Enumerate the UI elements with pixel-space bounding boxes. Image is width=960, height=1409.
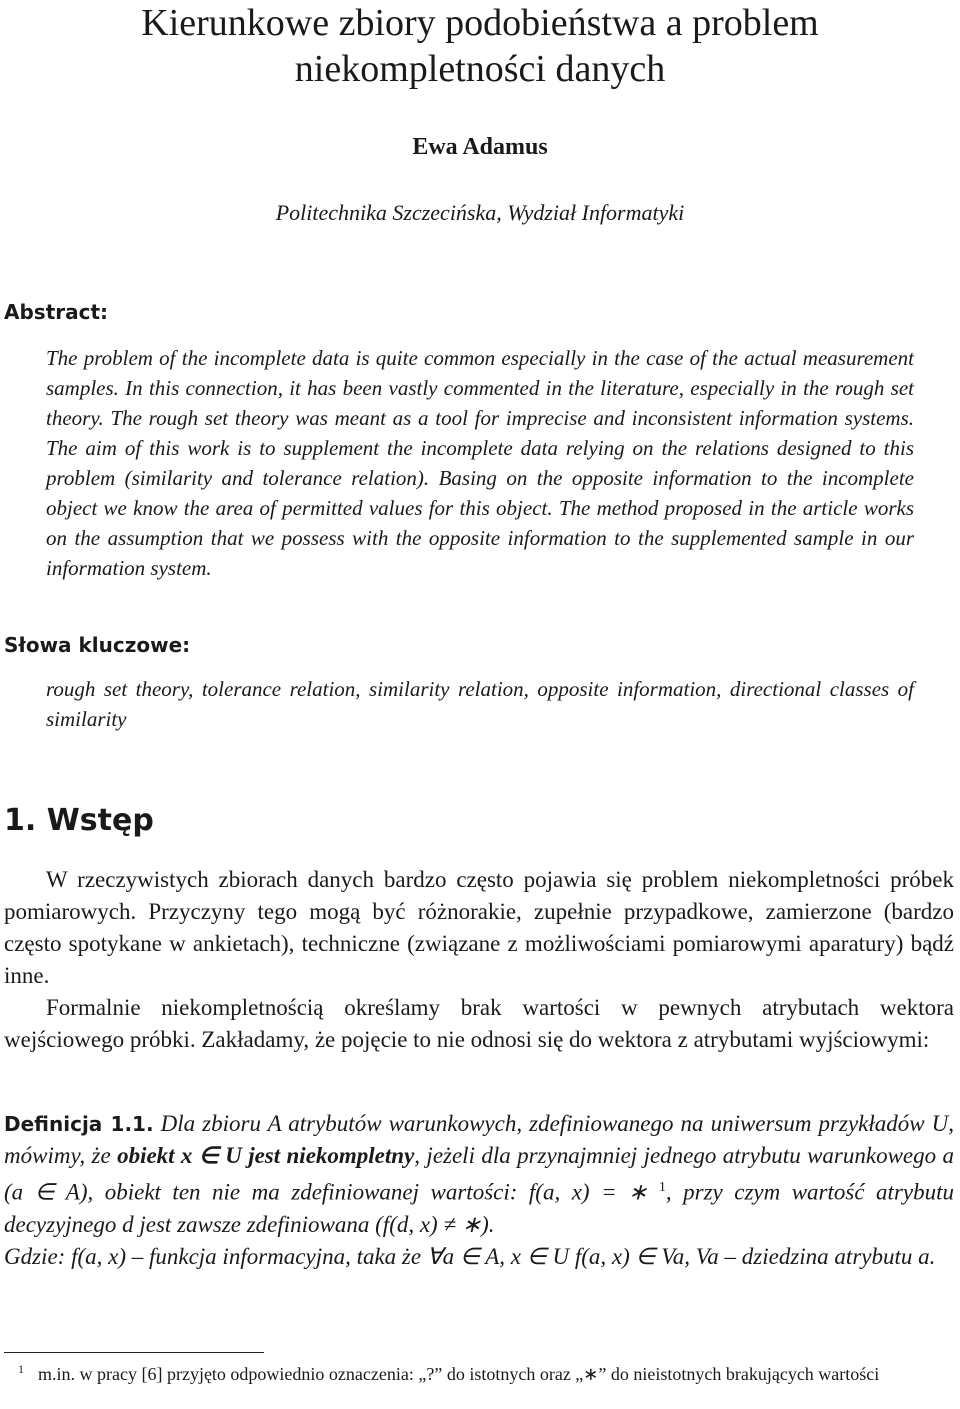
intro-paragraph-2-text: Formalnie niekompletnością określamy brak wartości w pewnych atrybutach wektora wejściowego próbki. Zakładamy, że pojęcie to nie odnosi się do wektora z atrybutami wyjściowymi: [4, 995, 954, 1052]
keywords-text: rough set theory, tolerance relation, similarity relation, opposite information, directional classes of similarity [46, 677, 914, 731]
definition-text-part-1: Dla zbioru A atrybutów warunkowych, zdefiniowanego na uniwersum przykładów U, mówimy, że [4, 1111, 955, 1168]
section-heading-introduction: 1. Wstęp [4, 803, 154, 838]
author-affiliation: Politechnika Szczecińska, Wydział Informatyki [275, 200, 685, 225]
definition-text-part-2: , jeżeli dla przynajmniej jednego atrybutu warunkowego a (a ∈ A), obiekt ten nie ma zdefiniowanej wartości: f(a, x) = ∗ [4, 1143, 955, 1205]
footnote-text: m.in. w pracy [6] przyjęto odpowiednio oznaczenia: „?” do istotnych oraz „∗” do nieistotnych brakujących wartości [38, 1364, 880, 1384]
definition-text-part-3: , przy czym wartość atrybutu decyzyjnego d jest zawsze zdefiniowana (f(d, x) ≠ ∗). [4, 1179, 954, 1237]
footnote [4, 1356, 954, 1387]
keywords-heading: Słowa kluczowe: [4, 633, 191, 657]
intro-paragraph-1 [4, 864, 954, 992]
footnote-separator [4, 1352, 264, 1353]
abstract-heading: Abstract: [4, 300, 109, 324]
definition-block [4, 1108, 954, 1273]
paper-title-line-1: Kierunkowe zbiory podobieństwa a problem [141, 2, 819, 44]
intro-paragraph-1-text: W rzeczywistych zbiorach danych bardzo często pojawia się problem niekompletności próbek pomiarowych. Przyczyny tego mogą być różnorakie, zupełnie przypadkowe, zamierzone (bardzo często spotykane w ankietach), techniczne (związane z możliwościami pomiarowymi aparatury) bądź inne. [4, 867, 954, 988]
definition-label: Definicja 1.1. [4, 1112, 154, 1136]
definition-emphasis: obiekt x ∈ U jest niekompletny [117, 1143, 415, 1168]
abstract-text: The problem of the incomplete data is quite common especially in the case of the actual measurement samples. In this connection, it has been vastly commented in the literature, especially in the rough set theory. The rough set theory was meant as a tool for imprecise and inconsistent information systems. The aim of this work is to supplement the incomplete data relying on the relations designed to this problem (similarity and tolerance relation). Basing on the opposite information to the incomplete object we know the area of permitted values for this object. The method proposed in the article works on the assumption that we possess with the opposite information to the supplemented sample in our information system. [46, 346, 914, 580]
paper-title-line-2: niekompletności danych [294, 48, 666, 90]
footnote-mark: 1 [18, 1362, 24, 1376]
intro-paragraph-2 [4, 992, 954, 1056]
definition-gdzie-text: Gdzie: f(a, x) – funkcja informacyjna, taka że ∀a ∈ A, x ∈ U f(a, x) ∈ Va, Va – dziedzina atrybutu a. [4, 1243, 936, 1269]
author-name: Ewa Adamus [412, 134, 548, 160]
footnote-reference-mark[interactable]: 1 [658, 1180, 666, 1195]
